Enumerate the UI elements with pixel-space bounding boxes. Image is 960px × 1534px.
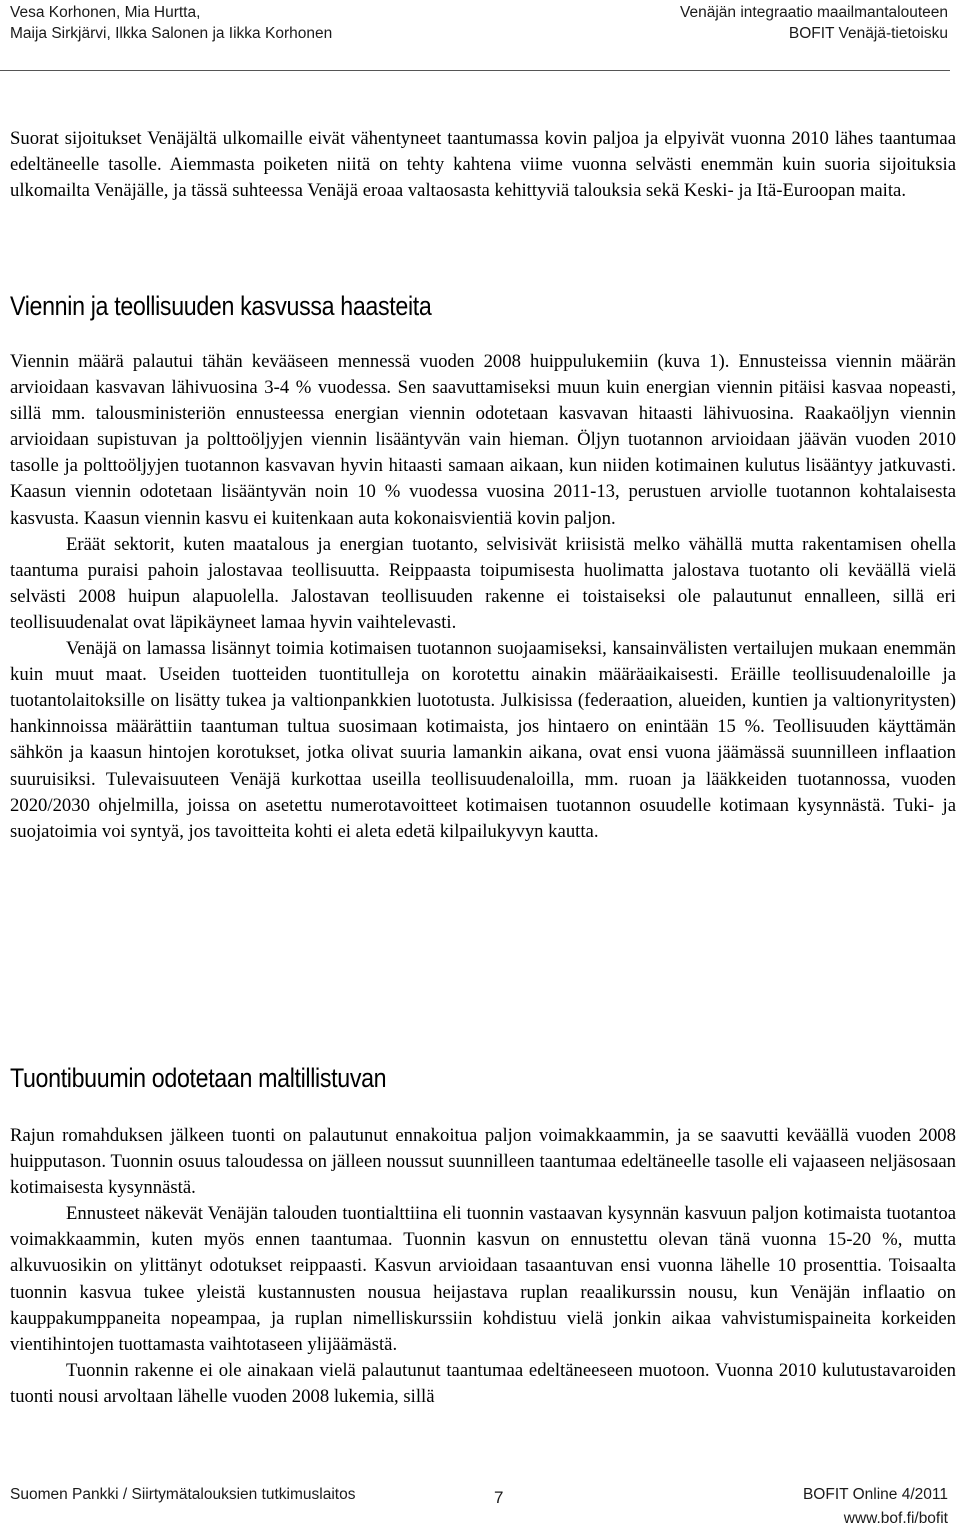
section-heading-exports: Viennin ja teollisuuden kasvussa haasteita (10, 291, 432, 321)
section2-body (10, 1123, 956, 1410)
intro-block (10, 126, 956, 204)
header-publication (680, 2, 948, 44)
body-paragraph: Rajun romahduksen jälkeen tuonti on palautunut ennakoitua paljon voimakkaammin, ja se saavutti keväällä vuoden 2008 huipputason. Tuonnin osuus taloudessa on jälleen noussut suunnilleen taantumaa edeltäneelle tasolle eli vajaaseen neljäsosaan kotimaisesta kysynnästä. (10, 1125, 956, 1199)
footer-publisher: Suomen Pankki / Siirtymätalouksien tutkimuslaitos (10, 1486, 356, 1503)
header-divider (0, 70, 950, 71)
section2-heading-block (10, 1062, 956, 1094)
footer-issue: BOFIT Online 4/2011 (802, 1486, 948, 1503)
section1-heading-block (10, 290, 956, 322)
body-paragraph: Venäjä on lamassa lisännyt toimia kotimaisen tuotannon suojaamiseksi, kansainvälisten vertailujen mukaan enemmän kuin muut maat. Useiden tuotteiden tuontitulleja on korotettu ainakin määräaikaisesti. Eräille teollisuudenaloille ja tuotantolaitoksille on lisätty tukea ja valtionpankkien luototusta. Julkisissa (federaation, alueiden, kuntien ja valtionyritysten) hankinnoissa määrättiin taantuman tultua suosimaan kotimaista, jos hintaero on enintään 15 %. Teollisuuden käyttämän sähkön ja kaasun hintojen korotukset, jotka olivat suuria lamankin aikana, ovat ensi vuona jäämässä suunnilleen inflaation suuruisiksi. Tulevaisuuteen Venäjä kurkottaa useilla teollisuudenaloilla, mm. ruoan ja lääkkeiden tuotannossa, vuoden 2020/2030 ohjelmilla, joissa on asetettu numerotavoitteet kotimaisen tuotannon osuudelle kotimaan kysynnästä. Tuki- ja suojatoimia voi syntyä, jos tavoitteita kohti ei aleta edetä kilpailukyvyn kautta. (10, 638, 956, 842)
section-heading-imports: Tuontibuumin odotetaan maltillistuvan (10, 1063, 387, 1093)
header-series-name: BOFIT Venäjä-tietoisku (788, 25, 948, 42)
page-number: 7 (494, 1488, 504, 1507)
header-authors-line1: Vesa Korhonen, Mia Hurtta, (10, 4, 201, 21)
header-authors (10, 2, 332, 44)
body-paragraph: Ennusteet näkevät Venäjän talouden tuontialttiina eli tuonnin vastaavan kysynnän kasvuun paljon kotimaista tuotantoa voimakkaammin, kuten myös ennen taantumaa. Tuonnin kasvun on ennustettu olevan tänä vuonna 15-20 %, mutta alkuvuosikin on ylittänyt odotukset reippaasti. Kasvun arvioidaan tasaantuvan ensi vuonna lähelle 10 prosenttia. Toisaalta tuonnin kasvua tukee yleistä kustannusten nousua heijastava ruplan reaalikurssin nousu, kun Venäjän inflaatio on kauppakumppaneita nopeampaa, ja ruplan nimelliskurssiin kohdistuu vielä jonkin aikaa vahvistumispaineita korkeiden vientihintojen tuottamasta vaihtotaseen ylijäämästä. (10, 1203, 956, 1355)
header-publication-title: Venäjän integraatio maailmantalouteen (680, 4, 948, 21)
intro-paragraph: Suorat sijoitukset Venäjältä ulkomaille eivät vähentyneet taantumassa kovin paljoa ja elpyivät vuonna 2010 lähes taantumaa edeltäneelle tasolle. Aiemmasta poiketen niitä on tehty kahtena viime vuonna selvästi enemmän kuin suoria sijoituksia ulkomailta Venäjälle, ja tässä suhteessa Venäjä eroaa valtaosasta kehittyviä talouksia sekä Keski- ja Itä-Euroopan maita. (10, 128, 956, 202)
footer-website: www.bof.fi/bofit (843, 1510, 948, 1527)
body-paragraph: Eräät sektorit, kuten maatalous ja energian tuotanto, selvisivät kriisistä melko vähällä mutta rakentamisen ohella taantuma puraisi pahoin jalostavaa teollisuutta. Reippaasta toipumisesta huolimatta jalostava tuotanto oli keväällä vielä selvästi 2008 huipun alapuolella. Jalostavan teollisuuden rakenne ei toistaiseksi ole palautunut ennalleen, sillä eri teollisuudenalat ovat läpikäyneet lamaa hyvin vaihtelevasti. (10, 533, 956, 633)
header-authors-line2: Maija Sirkjärvi, Ilkka Salonen ja Iikka Korhonen (10, 25, 333, 42)
body-paragraph: Tuonnin rakenne ei ole ainakaan vielä palautunut taantumaa edeltäneeseen muotoon. Vuonna 2010 kulutustavaroiden tuonti nousi arvoltaan lähelle vuoden 2008 lukemia, sillä (10, 1359, 956, 1407)
body-paragraph: Viennin määrä palautui tähän kevääseen mennessä vuoden 2008 huippulukemiin (kuva 1). Ennusteissa viennin määrän arvioidaan kasvavan lähivuosina 3-4 % vuodessa. Sen saavuttamiseksi muun kuin energian viennin pitäisi kasvaa nopeasti, sillä mm. talousministeriön ennusteessa energian viennin odotetaan kasvavan hitaasti lähivuosina. Raakaöljyn viennin arvioidaan supistuvan ja polttoöljyjen viennin lisääntyvän vain hieman. Öljyn tuotannon arvioidaan jäävän vuoden 2010 tasolle ja polttoöljyjen tuotannon kasvavan hyvin hitaasti samaan aikaan, kun niiden kotimainen kulutus lisääntyy jatkuvasti. Kaasun viennin odotetaan lisääntyvän noin 10 % vuodessa vuosina 2011-13, perustuen arviolle tuotannon kohtalaisesta kasvusta. Kaasun viennin kasvu ei kuitenkaan auta kokonaisvientiä kovin paljon. (10, 351, 956, 529)
section1-body (10, 349, 956, 845)
